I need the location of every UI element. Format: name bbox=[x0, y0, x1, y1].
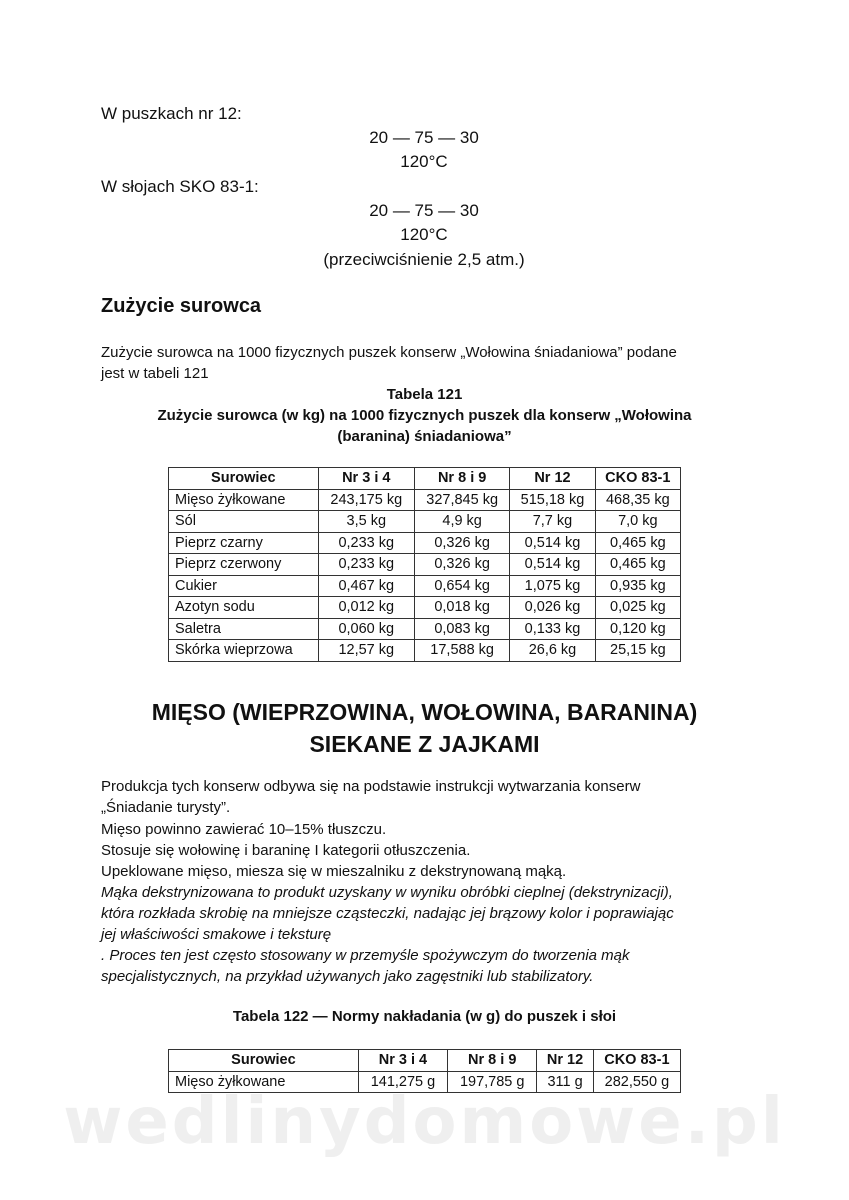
table-cell: 0,120 kg bbox=[595, 618, 680, 640]
table-121 bbox=[168, 467, 681, 662]
table-cell: 0,012 kg bbox=[318, 597, 414, 619]
table-row bbox=[169, 489, 681, 511]
italic-note-line-4: . Proces ten jest często stosowany w przemyśle spożywczym do tworzenia mąk bbox=[101, 947, 630, 964]
table-cell: 0,060 kg bbox=[318, 618, 414, 640]
table-cell: 25,15 kg bbox=[595, 640, 680, 662]
column-header: CKO 83-1 bbox=[595, 468, 680, 490]
table-header-row bbox=[169, 468, 681, 490]
section-title-line-1: MIĘSO (WIEPRZOWINA, WOŁOWINA, BARANINA) bbox=[151, 699, 698, 725]
table-cell: Mięso żyłkowane bbox=[169, 489, 319, 511]
table-cell: 0,233 kg bbox=[318, 554, 414, 576]
table-row bbox=[169, 640, 681, 662]
formula-cans-12: 20 — 75 — 30 bbox=[369, 128, 479, 147]
table-cell: 3,5 kg bbox=[318, 511, 414, 533]
table-cell: 0,025 kg bbox=[595, 597, 680, 619]
paragraph-1-line-1: Produkcja tych konserw odbywa się na podstawie instrukcji wytwarzania konserw bbox=[101, 778, 641, 795]
table-cell: 0,026 kg bbox=[510, 597, 595, 619]
table-cell: Mięso żyłkowane bbox=[169, 1071, 359, 1093]
table-cell: 0,326 kg bbox=[414, 554, 509, 576]
column-header: Nr 12 bbox=[510, 468, 595, 490]
table-cell: 7,7 kg bbox=[510, 511, 595, 533]
paragraph-2: Mięso powinno zawierać 10–15% tłuszczu. bbox=[101, 821, 387, 838]
column-header: CKO 83-1 bbox=[593, 1050, 680, 1072]
consumption-intro-line-2: jest w tabeli 121 bbox=[101, 365, 209, 382]
consumption-intro-line-1: Zużycie surowca na 1000 fizycznych puszek konserw „Wołowina śniadaniowa” podane bbox=[101, 344, 677, 361]
column-header: Surowiec bbox=[169, 468, 319, 490]
italic-note-line-1: Mąka dekstrynizowana to produkt uzyskany w wyniku obróbki cieplnej (dekstrynizacji), bbox=[101, 884, 673, 901]
section-title-line-2: SIEKANE Z JAJKAMI bbox=[309, 731, 540, 757]
column-header: Nr 8 i 9 bbox=[414, 468, 509, 490]
table-cell: 327,845 kg bbox=[414, 489, 509, 511]
table-cell: Pieprz czarny bbox=[169, 532, 319, 554]
table-cell: 0,935 kg bbox=[595, 575, 680, 597]
table-cell: Sól bbox=[169, 511, 319, 533]
table-cell: 7,0 kg bbox=[595, 511, 680, 533]
table-121-title-line-2: (baranina) śniadaniowa” bbox=[337, 428, 512, 445]
table-cell: 0,083 kg bbox=[414, 618, 509, 640]
temperature-jars-sko: 120°C bbox=[400, 225, 448, 244]
table-122-title: Tabela 122 — Normy nakładania (w g) do puszek i słoi bbox=[232, 1008, 617, 1025]
table-row bbox=[169, 618, 681, 640]
table-cell: 515,18 kg bbox=[510, 489, 595, 511]
table-121-caption: Tabela 121 bbox=[386, 386, 463, 403]
table-cell: 282,550 g bbox=[593, 1071, 680, 1093]
table-cell: 0,465 kg bbox=[595, 554, 680, 576]
table-cell: Pieprz czerwony bbox=[169, 554, 319, 576]
table-cell: 0,018 kg bbox=[414, 597, 509, 619]
watermark: wedlinydomowe.pl bbox=[63, 1085, 786, 1159]
table-cell: 12,57 kg bbox=[318, 640, 414, 662]
paragraph-3: Stosuje się wołowinę i baraninę I kategorii otłuszczenia. bbox=[101, 842, 471, 859]
table-cell: 243,175 kg bbox=[318, 489, 414, 511]
italic-note-line-3: jej właściwości smakowe i teksturę bbox=[101, 926, 332, 943]
table-cell: Azotyn sodu bbox=[169, 597, 319, 619]
section-heading-consumption: Zużycie surowca bbox=[101, 295, 262, 317]
table-cell: 17,588 kg bbox=[414, 640, 509, 662]
table-cell: 0,326 kg bbox=[414, 532, 509, 554]
table-cell: 0,465 kg bbox=[595, 532, 680, 554]
column-header: Nr 12 bbox=[537, 1050, 593, 1072]
table-cell: Skórka wieprzowa bbox=[169, 640, 319, 662]
table-cell: 1,075 kg bbox=[510, 575, 595, 597]
table-cell: Cukier bbox=[169, 575, 319, 597]
label-jars-sko: W słojach SKO 83-1: bbox=[101, 177, 259, 196]
table-cell: 4,9 kg bbox=[414, 511, 509, 533]
table-cell: 197,785 g bbox=[448, 1071, 537, 1093]
formula-jars-sko: 20 — 75 — 30 bbox=[369, 201, 479, 220]
paragraph-4: Upeklowane mięso, miesza się w mieszalniku z dekstrynowaną mąką. bbox=[101, 863, 567, 880]
table-cell: 0,514 kg bbox=[510, 532, 595, 554]
table-header-row bbox=[169, 1050, 681, 1072]
pressure-jars-sko: (przeciwciśnienie 2,5 atm.) bbox=[323, 250, 525, 269]
table-row bbox=[169, 554, 681, 576]
table-row bbox=[169, 511, 681, 533]
table-cell: 0,233 kg bbox=[318, 532, 414, 554]
column-header: Nr 8 i 9 bbox=[448, 1050, 537, 1072]
table-cell: 0,514 kg bbox=[510, 554, 595, 576]
table-cell: 468,35 kg bbox=[595, 489, 680, 511]
table-cell: 0,654 kg bbox=[414, 575, 509, 597]
table-row bbox=[169, 597, 681, 619]
table-cell: 311 g bbox=[537, 1071, 593, 1093]
table-121-title-line-1: Zużycie surowca (w kg) na 1000 fizycznych puszek dla konserw „Wołowina bbox=[157, 407, 692, 424]
table-cell: Saletra bbox=[169, 618, 319, 640]
table-cell: 0,467 kg bbox=[318, 575, 414, 597]
table-cell: 0,133 kg bbox=[510, 618, 595, 640]
label-cans-12: W puszkach nr 12: bbox=[101, 104, 242, 123]
table-cell: 141,275 g bbox=[358, 1071, 447, 1093]
table-row bbox=[169, 532, 681, 554]
table-row bbox=[169, 575, 681, 597]
column-header: Nr 3 i 4 bbox=[358, 1050, 447, 1072]
column-header: Nr 3 i 4 bbox=[318, 468, 414, 490]
temperature-cans-12: 120°C bbox=[400, 152, 448, 171]
column-header: Surowiec bbox=[169, 1050, 359, 1072]
table-cell: 26,6 kg bbox=[510, 640, 595, 662]
italic-note-line-2: która rozkłada skrobię na mniejsze cząsteczki, nadając jej brązowy kolor i poprawiając bbox=[101, 905, 674, 922]
paragraph-1-line-2: „Śniadanie turysty”. bbox=[101, 799, 231, 816]
italic-note-line-5: specjalistycznych, na przykład używanych jako zagęstniki lub stabilizatory. bbox=[101, 968, 594, 985]
